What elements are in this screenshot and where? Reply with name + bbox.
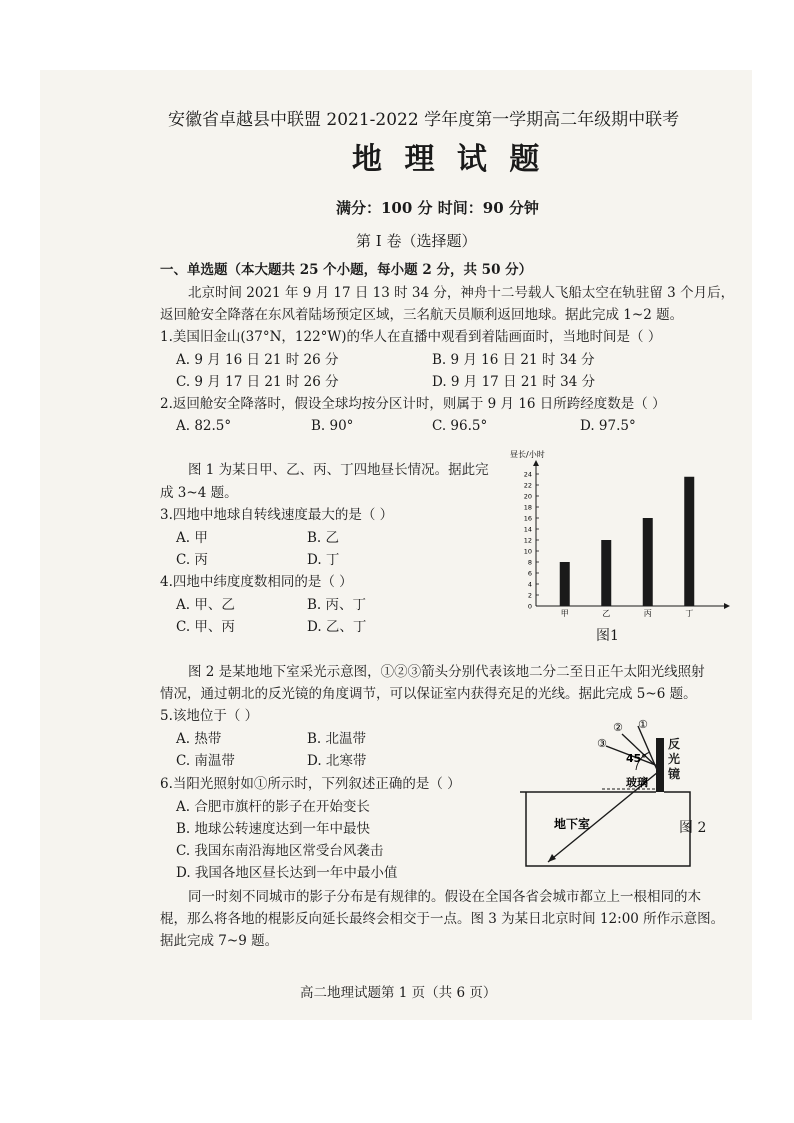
section-heading: 一、单选题（本大题共 25 个小题，每小题 2 分，共 50 分）: [160, 262, 533, 278]
score-time: 满分：100 分 时间：90 分钟: [336, 199, 539, 217]
volume-title: 第 I 卷（选择题）: [356, 232, 477, 250]
q6-option-c: C. 我国东南沿海地区常受台风袭击: [176, 843, 384, 859]
y-tick-label: 22: [523, 481, 532, 490]
intro4-line3: 据此完成 7~9 题。: [160, 933, 279, 949]
figure2-basement-diagram: [518, 712, 698, 872]
y-axis-label: 昼长/小时: [510, 450, 545, 459]
q6-option-d: D. 我国各地区昼长达到一年中最小值: [176, 865, 398, 881]
y-tick-label: 8: [527, 558, 532, 567]
bar-丙: [643, 518, 653, 606]
mirror-label: 反光镜: [668, 737, 681, 781]
figure1-caption: 图1: [596, 628, 619, 644]
intro1-line1: 北京时间 2021 年 9 月 17 日 13 时 34 分，神舟十二号载人飞船太空在轨驻留 3 个月后，: [188, 285, 735, 301]
q1-option-a: A. 9 月 16 日 21 时 26 分: [176, 352, 339, 368]
q4-option-c: C. 甲、丙: [176, 619, 235, 635]
intro3-line1: 图 2 是某地地下室采光示意图，①②③箭头分别代表该地二分二至日正午太阳光线照射: [188, 664, 705, 680]
intro2-line1: 图 1 为某日甲、乙、丙、丁四地昼长情况。据此完: [188, 462, 489, 478]
q3-option-c: C. 丙: [176, 552, 208, 568]
x-tick-label: 丁: [685, 609, 694, 618]
q5-stem: 5.该地位于（ ）: [160, 708, 259, 724]
y-tick-label: 2: [527, 591, 532, 600]
q6-stem: 6.当阳光照射如①所示时，下列叙述正确的是（ ）: [160, 776, 461, 792]
ray-label-1: ①: [638, 718, 648, 731]
ray-label-3: ③: [597, 737, 607, 750]
bar-乙: [601, 540, 611, 606]
y-tick-label: 10: [523, 547, 532, 556]
y-tick-label: 18: [523, 503, 532, 512]
bar-甲: [560, 562, 570, 606]
y-tick-label: 16: [523, 514, 532, 523]
y-tick-label: 24: [523, 470, 532, 479]
y-tick-label: 6: [527, 569, 532, 578]
y-tick-label: 12: [523, 536, 532, 545]
reflected-ray-arrow: [548, 854, 556, 862]
angle-label: 45°: [626, 752, 647, 765]
q3-option-b: B. 乙: [307, 530, 340, 546]
q5-option-c: C. 南温带: [176, 753, 235, 769]
q1-option-c: C. 9 月 17 日 21 时 26 分: [176, 374, 339, 390]
q4-option-a: A. 甲、乙: [176, 597, 235, 613]
q1-option-d: D. 9 月 17 日 21 时 34 分: [432, 374, 596, 390]
intro1-line2: 返回舱安全降落在东风着陆场预定区域，三名航天员顺利返回地球。据此完成 1~2 题。: [160, 307, 684, 323]
y-tick-label: 0: [527, 602, 532, 611]
q1-stem: 1.美国旧金山(37°N，122°W)的华人在直播中观看到着陆画面时，当地时间是（ ）: [160, 329, 662, 345]
q4-option-d: D. 乙、丁: [307, 619, 367, 635]
figure1-bar-chart: [508, 448, 730, 632]
intro3-line2: 情况，通过朝北的反光镜的角度调节，可以保证室内获得充足的光线。据此完成 5~6 题。: [160, 686, 697, 702]
q6-option-b: B. 地球公转速度达到一年中最快: [176, 821, 371, 837]
y-tick-label: 4: [527, 580, 532, 589]
x-tick-label: 甲: [560, 609, 569, 618]
q2-option-b: B. 90°: [311, 418, 354, 434]
intro4-line2: 棍，那么将各地的棍影反向延长最终会相交于一点。图 3 为某日北京时间 12:00 所作示意图。: [160, 911, 725, 927]
glass-label: 玻璃: [626, 776, 648, 789]
q4-option-b: B. 丙、丁: [307, 597, 367, 613]
ray-label-2: ②: [613, 721, 623, 734]
x-tick-label: 乙: [602, 609, 611, 618]
q4-stem: 4.四地中纬度度数相同的是（ ）: [160, 574, 353, 590]
figure2-caption: 图 2: [679, 820, 707, 836]
y-tick-label: 20: [523, 492, 532, 501]
q3-stem: 3.四地中地球自转线速度最大的是（ ）: [160, 507, 394, 523]
intro2-line2: 成 3~4 题。: [160, 485, 238, 501]
q3-option-d: D. 丁: [307, 552, 340, 568]
intro4-line1: 同一时刻不同城市的影子分布是有规律的。假设在全国各省会城市都立上一根相同的木: [188, 889, 701, 905]
q5-option-a: A. 热带: [176, 731, 222, 747]
y-axis-arrow: [533, 460, 539, 466]
page-title: 地 理 试 题: [352, 142, 546, 177]
q5-option-b: B. 北温带: [307, 731, 367, 747]
basement-label: 地下室: [554, 817, 591, 831]
bar-丁: [684, 477, 694, 606]
y-tick-label: 14: [523, 525, 532, 534]
q2-option-c: C. 96.5°: [432, 418, 488, 434]
q3-option-a: A. 甲: [176, 530, 208, 546]
x-tick-label: 丙: [643, 609, 652, 618]
q2-option-a: A. 82.5°: [176, 418, 232, 434]
exam-header: 安徽省卓越县中联盟 2021-2022 学年度第一学期高二年级期中联考: [168, 110, 680, 130]
q1-option-b: B. 9 月 16 日 21 时 34 分: [432, 352, 595, 368]
q5-option-d: D. 北寒带: [307, 753, 367, 769]
q2-option-d: D. 97.5°: [580, 418, 636, 434]
q6-option-a: A. 合肥市旗杆的影子在开始变长: [176, 799, 370, 815]
x-axis-arrow: [724, 603, 730, 609]
page-footer: 高二地理试题第 1 页（共 6 页）: [300, 985, 497, 1001]
q2-stem: 2.返回舱安全降落时，假设全球均按分区计时，则属于 9 月 16 日所跨经度数是（ ）: [160, 396, 666, 412]
basement-box: [526, 792, 690, 866]
